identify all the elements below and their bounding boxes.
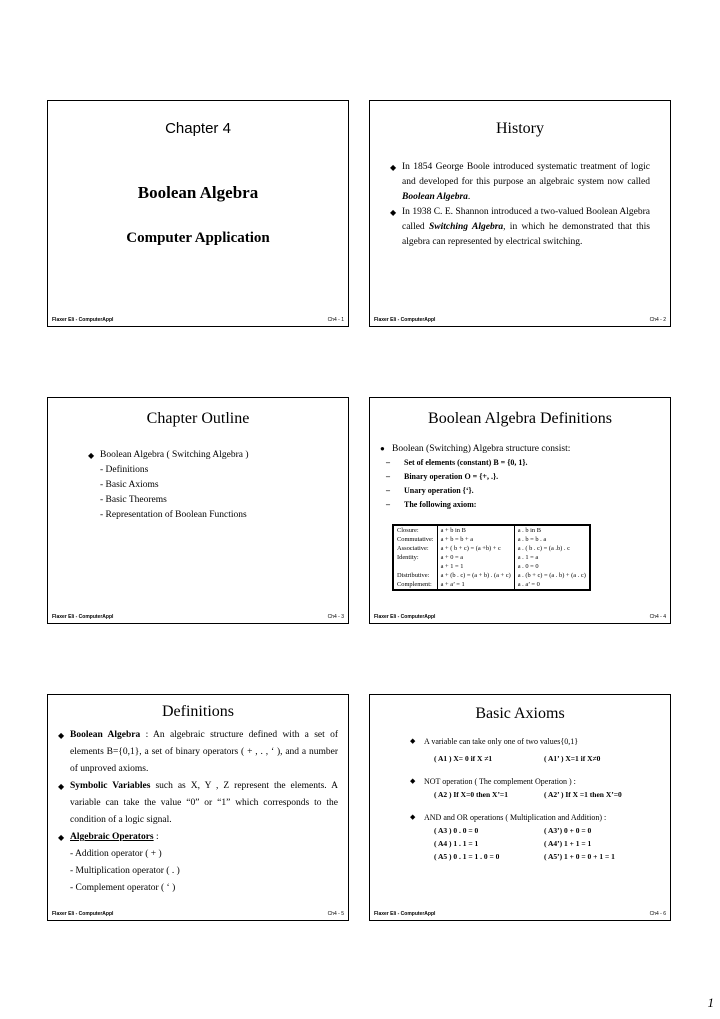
slide-2: [369, 100, 671, 327]
axiom-line: ( A5 ) 0 . 1 = 1 . 0 = 0 ( A5’) 1 + 0 = 0 + 1 = 1: [434, 852, 615, 861]
axiom-line: ( A3 ) 0 . 0 = 0 ( A3’) 0 + 0 = 0: [434, 826, 592, 835]
outline-item: - Definitions: [100, 465, 149, 475]
axiom-heading: ◆ AND and OR operations ( Multiplication and Addition) :: [410, 811, 664, 824]
footer-author: Flaxer Eli - ComputerAppl: [374, 317, 436, 323]
axiom-row: [393, 571, 590, 580]
definition-item: – The following axiom:: [380, 498, 660, 512]
outline-item: - Representation of Boolean Functions: [100, 510, 247, 520]
footer-author: Flaxer Eli - ComputerAppl: [374, 614, 436, 620]
axiom-cell: a + a’ = 1: [437, 580, 514, 590]
slide-title: Boolean Algebra Definitions: [428, 410, 612, 427]
history-1: ◆ In 1854 George Boole introduced systematic treatment of logic and developed for this purpose an algebraic system now called Boolean Algebra.: [390, 160, 650, 205]
axiom-cell: a . 0 = 0: [517, 563, 539, 570]
outline-item: - Basic Axioms: [100, 480, 159, 490]
axiom-cell: Distributive:: [393, 571, 437, 580]
axiom-cell: Commutative:: [393, 535, 437, 544]
axiom-line: ( A2 ) If X=0 then X’=1 ( A2’ ) If X =1 then X’=0: [434, 790, 622, 799]
axiom-cell: a + ( b + c) = (a +b) + c: [437, 544, 514, 553]
axiom-heading: ◆ NOT operation ( The complement Operation ) :: [410, 775, 664, 788]
slide-title: History: [496, 120, 544, 137]
axiom-cell: a . (b + c) = (a . b) + (a . c): [517, 572, 586, 579]
definition-2: ◆ Symbolic Variables such as X, Y , Z represent the elements. A variable can take the value “0” or “1” which corresponds to the condition of a logic signal.: [58, 778, 338, 829]
slide-6: [369, 694, 671, 921]
axiom-cell: a . b in B: [517, 527, 541, 534]
operator-item: - Multiplication operator ( . ): [70, 866, 180, 876]
footer-page: Ch4 - 6: [649, 911, 666, 917]
slide-5: [47, 694, 349, 921]
operator-item: - Complement operator ( ‘ ): [70, 883, 176, 893]
axiom-cell: a . b = b . a: [517, 536, 547, 543]
slide-1: [47, 100, 349, 327]
outline-item: - Basic Theorems: [100, 495, 167, 505]
axiom-row: [393, 562, 590, 571]
axiom-cell: [393, 562, 437, 571]
axiom-cell: a + 1 = 1: [437, 562, 514, 571]
axiom-row: [393, 580, 590, 590]
definition-item: – Binary operation O = {+, .}.: [380, 470, 660, 484]
footer-page: Ch4 - 4: [649, 614, 666, 620]
footer-page: Ch4 - 1: [327, 317, 344, 323]
footer-author: Flaxer Eli - ComputerAppl: [374, 911, 436, 917]
axiom-row: [393, 525, 590, 535]
axiom-row: [393, 553, 590, 562]
axiom-line: ( A4 ) 1 . 1 = 1 ( A4’) 1 + 1 = 1: [434, 839, 592, 848]
axiom-row: [393, 535, 590, 544]
operator-item: - Addition operator ( + ): [70, 849, 162, 859]
footer-page: Ch4 - 2: [649, 317, 666, 323]
slide-4: Boolean Algebra Definitions ● Boolean (Switching) Algebra structure consist: – Set of elements (constant) B = {0, 1}. – Binary operation O = {+, .}. – Unary operation {‘}. – The following axiom: Closure: a + b in B a . b in B Commutative: a + b = b + a a . b = b . a Associative: a + ( b + c) = (a +b) + c a . ( b . c) = (a .b) . c Identity: a + 0 = a a . 1 = a a + 1 = 1 a . 0 = 0 Distributive: a + (b . c) = (a + b) . (a + c) a . (b + c) = (a . b) + (a . c) Complement: a + a’ = 1 a . a’ = 0 Flaxer Eli - ComputerAppl Ch4 - 4: [369, 397, 671, 624]
history-2: ◆ In 1938 C. E. Shannon introduced a two-valued Boolean Algebra called Switching Algebra, in which he demonstrated that this algebra can represented by electrical switching.: [390, 205, 650, 250]
history-bullets: [390, 160, 650, 250]
axiom-cell: a . 1 = a: [517, 554, 539, 561]
outline-heading: ◆ Boolean Algebra ( Switching Algebra ): [88, 448, 338, 463]
axiom-cell: a + b in B: [437, 525, 514, 535]
slide-subheading: Computer Application: [126, 230, 270, 246]
footer-author: Flaxer Eli - ComputerAppl: [52, 614, 114, 620]
axiom-row: [393, 544, 590, 553]
axiom-heading: ◆ A variable can take only one of two values{0,1}: [410, 735, 664, 748]
slide-title: Chapter 4: [165, 120, 231, 137]
definitions-bullets: [58, 727, 338, 897]
axiom-cell: Identity:: [393, 553, 437, 562]
definition-item: – Set of elements (constant) B = {0, 1}.: [380, 456, 660, 470]
axiom-line: ( A1 ) X= 0 if X ≠1 ( A1’ ) X=1 if X≠0: [434, 754, 601, 763]
footer-author: Flaxer Eli - ComputerAppl: [52, 317, 114, 323]
axiom-cell: Associative:: [393, 544, 437, 553]
footer-page: Ch4 - 5: [327, 911, 344, 917]
slide-title: Definitions: [162, 703, 234, 720]
page-number: 1: [707, 995, 714, 1010]
axiom-cell: a + b = b + a: [437, 535, 514, 544]
outline: [88, 448, 338, 523]
definition-item: – Unary operation {‘}.: [380, 484, 660, 498]
axiom-cell: a . a’ = 0: [517, 581, 540, 588]
definitions-intro: Boolean (Switching) Algebra structure consist:: [392, 444, 571, 454]
axiom-cell: a . ( b . c) = (a .b) . c: [517, 545, 570, 552]
axiom-table: [392, 524, 591, 591]
axiom-cell: Complement:: [393, 580, 437, 590]
slide-heading: Boolean Algebra: [137, 183, 259, 202]
axiom-cell: a + 0 = a: [437, 553, 514, 562]
slide-title: Chapter Outline: [146, 410, 250, 427]
slide-title: Basic Axioms: [475, 705, 565, 722]
definition-1: ◆ Boolean Algebra : An algebraic structure defined with a set of elements B={0,1}, a set of binary operators ( + , . , ‘ ), and a number of unproved axioms.: [58, 727, 338, 778]
slide-3: [47, 397, 349, 624]
footer-page: Ch4 - 3: [327, 614, 344, 620]
axiom-cell: Closure:: [393, 525, 437, 535]
axiom-cell: a + (b . c) = (a + b) . (a + c): [437, 571, 514, 580]
footer-author: Flaxer Eli - ComputerAppl: [52, 911, 114, 917]
definition-3: ◆ Algebraic Operators :: [58, 829, 338, 846]
